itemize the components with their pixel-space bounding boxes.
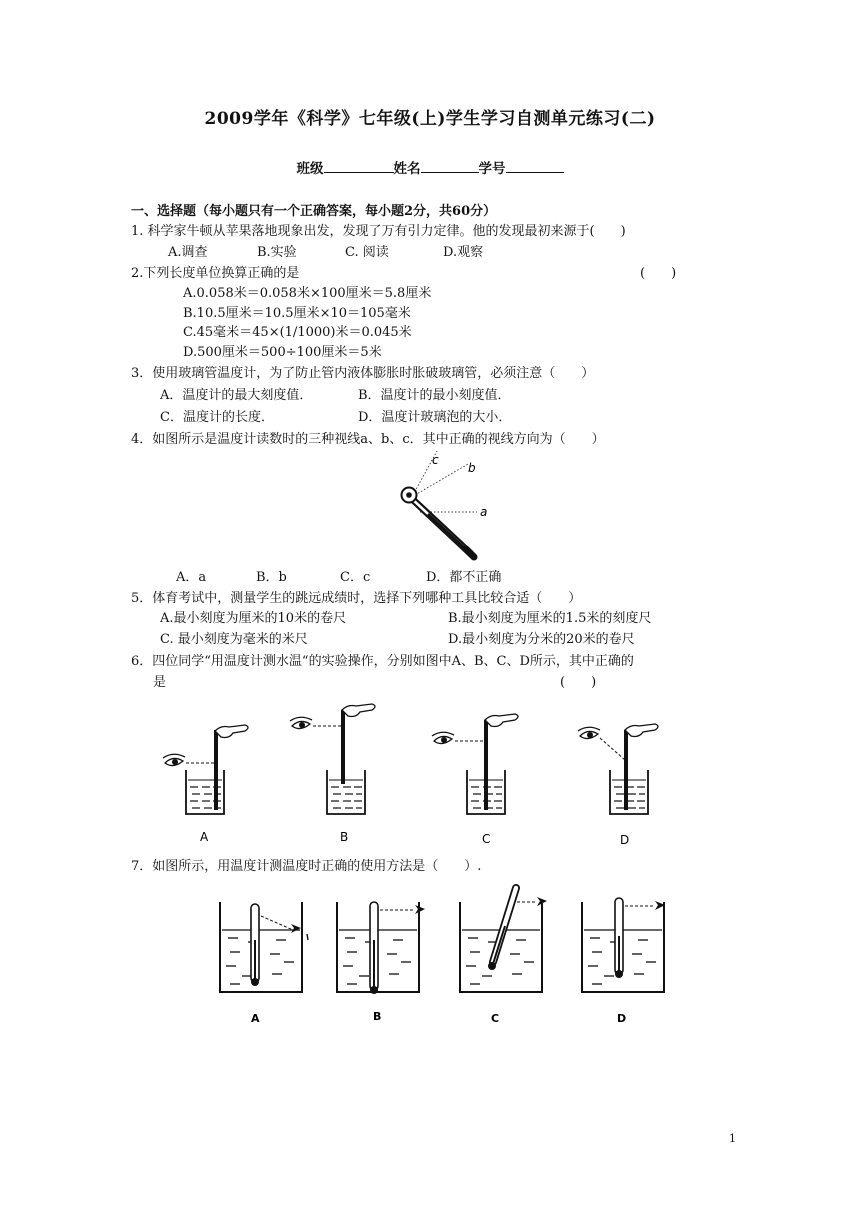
q3-option-d: D．温度计玻璃泡的大小． bbox=[358, 410, 512, 425]
q7-label-d: D bbox=[617, 1012, 627, 1025]
q3-option-c: C．温度计的长度． bbox=[160, 410, 274, 425]
q5-option-c: C. 最小刻度为毫米的米尺 bbox=[160, 632, 308, 647]
q6-answer-paren: ( ) bbox=[560, 675, 597, 690]
q4-option-b: B．b bbox=[256, 570, 287, 585]
class-label: 班级 bbox=[296, 161, 324, 177]
q6-stem: 6．四位同学“用温度计测水温“的实验操作，分别如图中A、B、C、D所示，其中正确的 bbox=[131, 654, 634, 669]
q2-option-a: A.0.058米＝0.058米×100厘米＝5.8厘米 bbox=[183, 286, 432, 301]
q6-figures bbox=[160, 700, 680, 855]
number-blank[interactable] bbox=[506, 158, 564, 173]
q5-option-b: B.最小刻度为厘米的1.5米的刻度尺 bbox=[448, 611, 652, 626]
q1-stem: 1. 科学家牛顿从苹果落地现象出发，发现了万有引力定律。他的发现最初来源于( ) bbox=[131, 224, 626, 239]
q4-label-b: b bbox=[468, 461, 476, 475]
q2-option-c: C.45毫米＝45×(1/1000)米＝0.045米 bbox=[183, 325, 412, 340]
q5-stem: 5．体育考试中，测量学生的跳远成绩时，选择下列哪种工具比较合适（ ） bbox=[131, 591, 582, 606]
page-number: 1 bbox=[729, 1132, 736, 1145]
q3-option-b: B．温度计的最小刻度值． bbox=[358, 388, 511, 403]
q5-option-d: D.最小刻度为分米的20米的卷尺 bbox=[448, 632, 635, 647]
q4-thermometer-figure bbox=[380, 450, 500, 565]
q4-option-a: A．a bbox=[176, 570, 207, 585]
q2-option-b: B.10.5厘米＝10.5厘米×10＝105毫米 bbox=[183, 306, 411, 321]
q7-label-a: A bbox=[251, 1012, 260, 1025]
q2-stem: 2.下列长度单位换算正确的是 bbox=[131, 266, 300, 281]
q2-answer-paren: ( ) bbox=[640, 266, 677, 281]
q7-figure-d bbox=[582, 898, 665, 1025]
class-blank[interactable] bbox=[324, 158, 394, 173]
page-title: 2009学年《科学》七年级(上)学生学习自测单元练习(二) bbox=[204, 109, 656, 129]
name-label: 姓名 bbox=[393, 161, 421, 177]
thermometer-top-dot bbox=[406, 492, 412, 498]
q7-label-c: C bbox=[491, 1012, 500, 1025]
student-info-line bbox=[0, 157, 860, 177]
q3-option-a: A．温度计的最大刻度值． bbox=[160, 388, 313, 403]
q1-option-b: B.实验 bbox=[257, 245, 297, 260]
q5-option-a: A.最小刻度为厘米的10米的卷尺 bbox=[160, 611, 347, 626]
q6-figure-b bbox=[290, 704, 375, 844]
q6-figure-d bbox=[578, 724, 658, 847]
q4-option-c: C．c bbox=[340, 570, 371, 585]
sight-line-b bbox=[415, 464, 468, 495]
q1-option-d: D.观察 bbox=[443, 245, 484, 260]
q4-option-d: D．都不正确 bbox=[426, 570, 502, 585]
q2-option-d: D.500厘米＝500÷100厘米＝5米 bbox=[183, 345, 382, 360]
q6-figure-c bbox=[432, 714, 518, 846]
q6-stem-end: 是 bbox=[153, 675, 167, 690]
q7-figures bbox=[215, 880, 685, 1030]
q7-figure-c bbox=[460, 888, 547, 1025]
thermometer-bulb bbox=[466, 549, 474, 557]
q7-figure-a bbox=[220, 902, 308, 1025]
q1-option-a: A.调查 bbox=[168, 245, 208, 260]
q4-stem: 4．如图所示是温度计读数时的三种视线a、b、c．其中正确的视线方向为（ ） bbox=[131, 432, 605, 447]
q6-figure-a bbox=[163, 725, 248, 844]
q7-stem: 7．如图所示，用温度计测温度时正确的使用方法是（ ）. bbox=[131, 859, 482, 874]
q6-label-b: B bbox=[340, 830, 349, 844]
q4-label-c: c bbox=[432, 453, 439, 467]
q7-label-b: B bbox=[373, 1010, 382, 1023]
number-label: 学号 bbox=[478, 161, 506, 177]
q6-label-a: A bbox=[200, 830, 209, 844]
q6-label-c: C bbox=[482, 832, 491, 846]
q4-label-a: a bbox=[480, 505, 488, 519]
section-heading: 一、选择题（每小题只有一个正确答案，每小题2分，共60分） bbox=[131, 204, 497, 219]
q1-option-c: C. 阅读 bbox=[345, 245, 389, 260]
q3-stem: 3．使用玻璃管温度计，为了防止管内液体膨胀时胀破玻璃管，必须注意（ ） bbox=[131, 366, 595, 381]
q7-figure-b bbox=[337, 902, 425, 1023]
q6-label-d: D bbox=[620, 833, 630, 847]
name-blank[interactable] bbox=[421, 158, 479, 173]
